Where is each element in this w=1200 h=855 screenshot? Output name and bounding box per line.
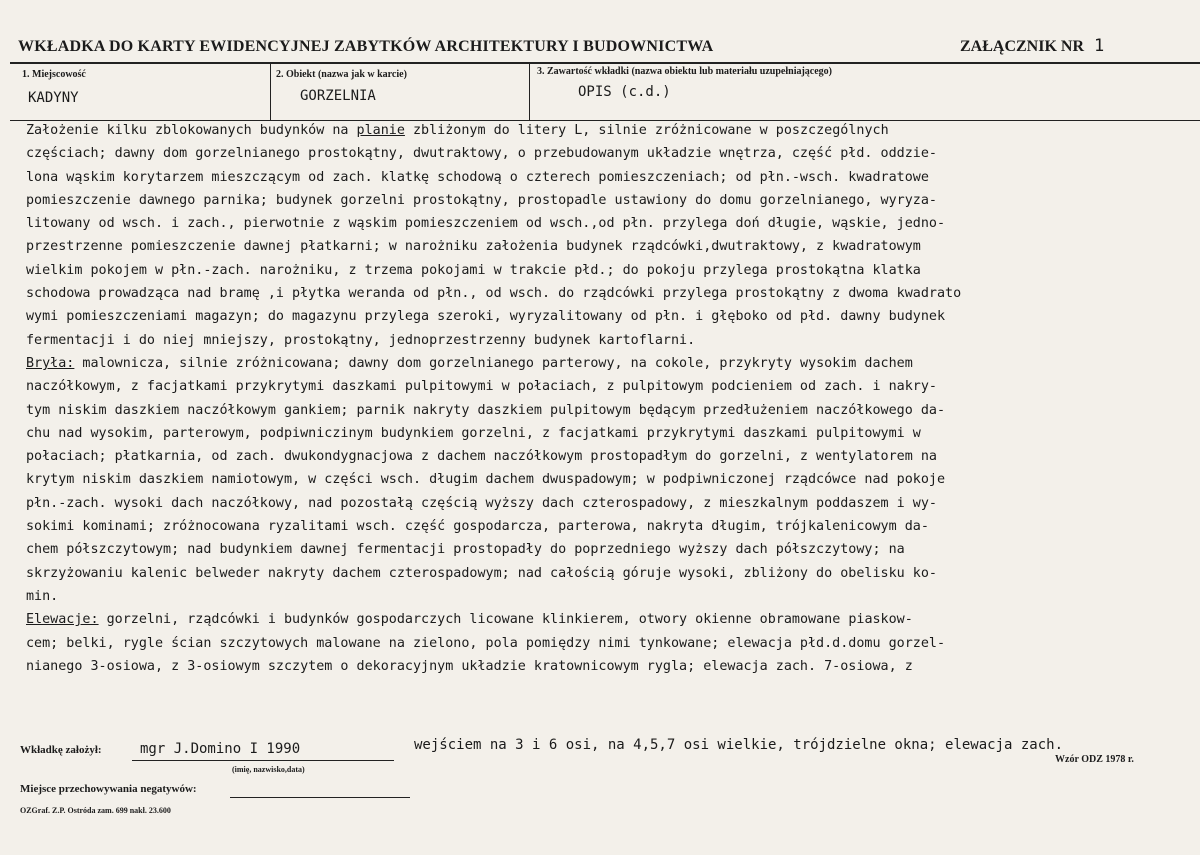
text-segment: cem; belki, rygle ścian szczytowych malowane na zielono, pola pomiędzy nimi tynkowane; elewacja płd.d.domu gorzel- — [26, 635, 946, 651]
negatives-label: Miejsce przechowywania negatywów: — [20, 783, 197, 795]
prepared-underline — [132, 760, 394, 761]
text-line — [26, 166, 1196, 189]
text-segment: krytym niskim daszkiem namiotowym, w części wsch. długim dachem dwuspadowym; w podpiwniczonej rządcówce nad pokoje — [26, 472, 946, 488]
text-line — [26, 562, 1196, 585]
underlined-heading: planie — [356, 123, 405, 138]
text-line — [26, 212, 1196, 235]
text-segment: naczółkowym, z facjatkami przykrytymi daszkami pulpitowymi w połaciach, z pulpitowym podcieniem od zach. i nakry- — [26, 379, 937, 395]
text-line — [26, 515, 1196, 538]
text-segment: fermentacji i do niej mniejszy, prostokątny, jednoprzestrzenny budynek kartoflarni. — [26, 332, 696, 348]
text-segment: wielkim pokojem w płn.-zach. narożniku, z trzema pokojami w trakcie płd.; do pokoju przylega prostokątna klatka — [26, 262, 921, 278]
prepared-value: mgr J.Domino I 1990 — [140, 741, 301, 757]
text-segment: litowany od wsch. i zach., pierwotnie z wąskim pomieszczeniem od wsch.,od płn. przylega doń długie, wąskie, jedno- — [26, 216, 946, 232]
text-line — [26, 189, 1196, 212]
text-segment: sokimi kominami; zróżnocowana ryzalitami wsch. część gospodarcza, parterowa, nakryta długim, trójkalenicowym da- — [26, 519, 929, 535]
template-note: Wzór ODZ 1978 r. — [1055, 754, 1134, 765]
contents-label: 3. Zawartość wkładki (nazwa obiektu lub materiału uzupełniającego) — [537, 66, 833, 77]
contents-value: OPIS (c.d.) — [578, 84, 671, 100]
text-segment: gorzelni, rządcówki i budynków gospodarczych licowane klinkierem, otwory okienne obramowane piaskow- — [98, 612, 913, 628]
text-segment: zbliżonym do litery L, silnie zróżnicowane w poszczególnych — [404, 123, 889, 138]
text-segment: lona wąskim korytarzem mieszczącym od zach. klatkę schodową o czterech pomieszczeniach; od płn.-wsch. kwadratowe — [26, 169, 929, 185]
text-segment: Założenie kilku zblokowanych budynków na — [26, 123, 357, 138]
text-line — [26, 632, 1196, 655]
text-line — [26, 119, 1196, 142]
text-line — [26, 422, 1196, 445]
text-segment: schodowa prowadząca nad bramę ,i płytka weranda od płn., od wsch. do rządcówki przylega prostokątny z dwoma kwadrato — [26, 286, 962, 302]
annex-label: ZAŁĄCZNIK NR — [960, 38, 1085, 55]
text-line — [26, 608, 1196, 631]
annex-heading — [960, 36, 1104, 56]
negatives-underline — [230, 797, 410, 798]
text-line — [26, 445, 1196, 468]
text-line — [26, 468, 1196, 491]
text-line — [26, 399, 1196, 422]
printer-note: OZGraf. Z.P. Ostróda zam. 699 nakł. 23.600 — [20, 806, 171, 815]
object-value: GORZELNIA — [300, 88, 376, 104]
prepared-continuation: wejściem na 3 i 6 osi, na 4,5,7 osi wielkie, trójdzielne okna; elewacja zach. — [414, 737, 1064, 753]
header-rule — [10, 62, 1200, 64]
prepared-label: Wkładkę założył: — [20, 744, 102, 756]
text-segment: płn.-zach. wysoki dach naczółkowy, nad pozostałą częścią wyższy dach czterospadowy, z mieszkalnym poddaszem i wy- — [26, 495, 937, 511]
text-segment: skrzyżowaniu kalenic belweder nakryty dachem czterospadowym; nad całością góruje wysoki, zbliżony do obelisku ko- — [26, 565, 937, 581]
underlined-heading: Elewacje: — [26, 612, 99, 628]
text-segment: wymi pomieszczeniami magazyn; do magazynu przylega szeroki, wyryzalitowany od płn. i głęboko od płd. dawny budynek — [26, 309, 946, 325]
locality-value: KADYNY — [28, 90, 79, 106]
text-segment: chem półszczytowym; nad budynkiem dawnej fermentacji prostopadły do poprzedniego wyższy dach półszczytowy; na — [26, 542, 905, 558]
text-line — [26, 492, 1196, 515]
text-segment: min. — [26, 588, 59, 604]
text-segment: częściach; dawny dom gorzelnianego prostokątny, dwutraktowy, o przebudowanym układzie wnętrza, część płd. oddzie- — [26, 146, 937, 162]
text-line — [26, 352, 1196, 375]
text-line — [26, 585, 1196, 608]
annex-number: 1 — [1094, 36, 1105, 56]
text-line — [26, 305, 1196, 328]
text-line — [26, 655, 1196, 678]
text-line — [26, 538, 1196, 561]
underlined-heading: Bryła: — [26, 355, 75, 371]
field-divider-2 — [529, 63, 530, 120]
description-text — [26, 119, 1196, 678]
text-line — [26, 259, 1196, 282]
text-line — [26, 235, 1196, 258]
text-segment: połaciach; płatkarnia, od zach. dwukondygnacjowa z dachem naczółkowym prostopadłym do gorzelni, z wentylatorem na — [26, 449, 937, 465]
text-line — [26, 375, 1196, 398]
text-segment: malownicza, silnie zróżnicowana; dawny dom gorzelnianego parterowy, na cokole, przykryty wysokim dachem — [74, 355, 913, 371]
form-title: WKŁADKA DO KARTY EWIDENCYJNEJ ZABYTKÓW ARCHITEKTURY I BUDOWNICTWA — [18, 38, 714, 55]
text-line — [26, 329, 1196, 352]
field-divider-1 — [270, 63, 271, 120]
text-segment: nianego 3-osiowa, z 3-osiowym szczytem o dekoracyjnym układzie kratownicowym rygla; elewacja zach. 7-osiowa, z — [26, 658, 913, 674]
locality-label: 1. Miejscowość — [22, 69, 86, 80]
object-label: 2. Obiekt (nazwa jak w karcie) — [276, 69, 407, 80]
text-segment: pomieszczenie dawnego parnika; budynek gorzelni prostokątny, prostopadle ustawiony do domu gorzelnianego, wyryza- — [26, 192, 937, 208]
text-line — [26, 282, 1196, 305]
text-segment: tym niskim daszkiem naczółkowym gankiem; parnik nakryty daszkiem pulpitowym będącym przedłużeniem naczółkowego da- — [26, 402, 946, 418]
prepared-sublabel: (imię, nazwisko,data) — [232, 765, 305, 774]
text-segment: chu nad wysokim, parterowym, podpiwniczinym budynkiem gorzelni, z facjatkami przykrytymi daszkami pulpitowymi w — [26, 425, 921, 441]
text-segment: przestrzenne pomieszczenie dawnej płatkarni; w narożniku założenia budynek rządcówki,dwutraktowy, z kwadratowym — [26, 239, 921, 255]
text-line — [26, 142, 1196, 165]
